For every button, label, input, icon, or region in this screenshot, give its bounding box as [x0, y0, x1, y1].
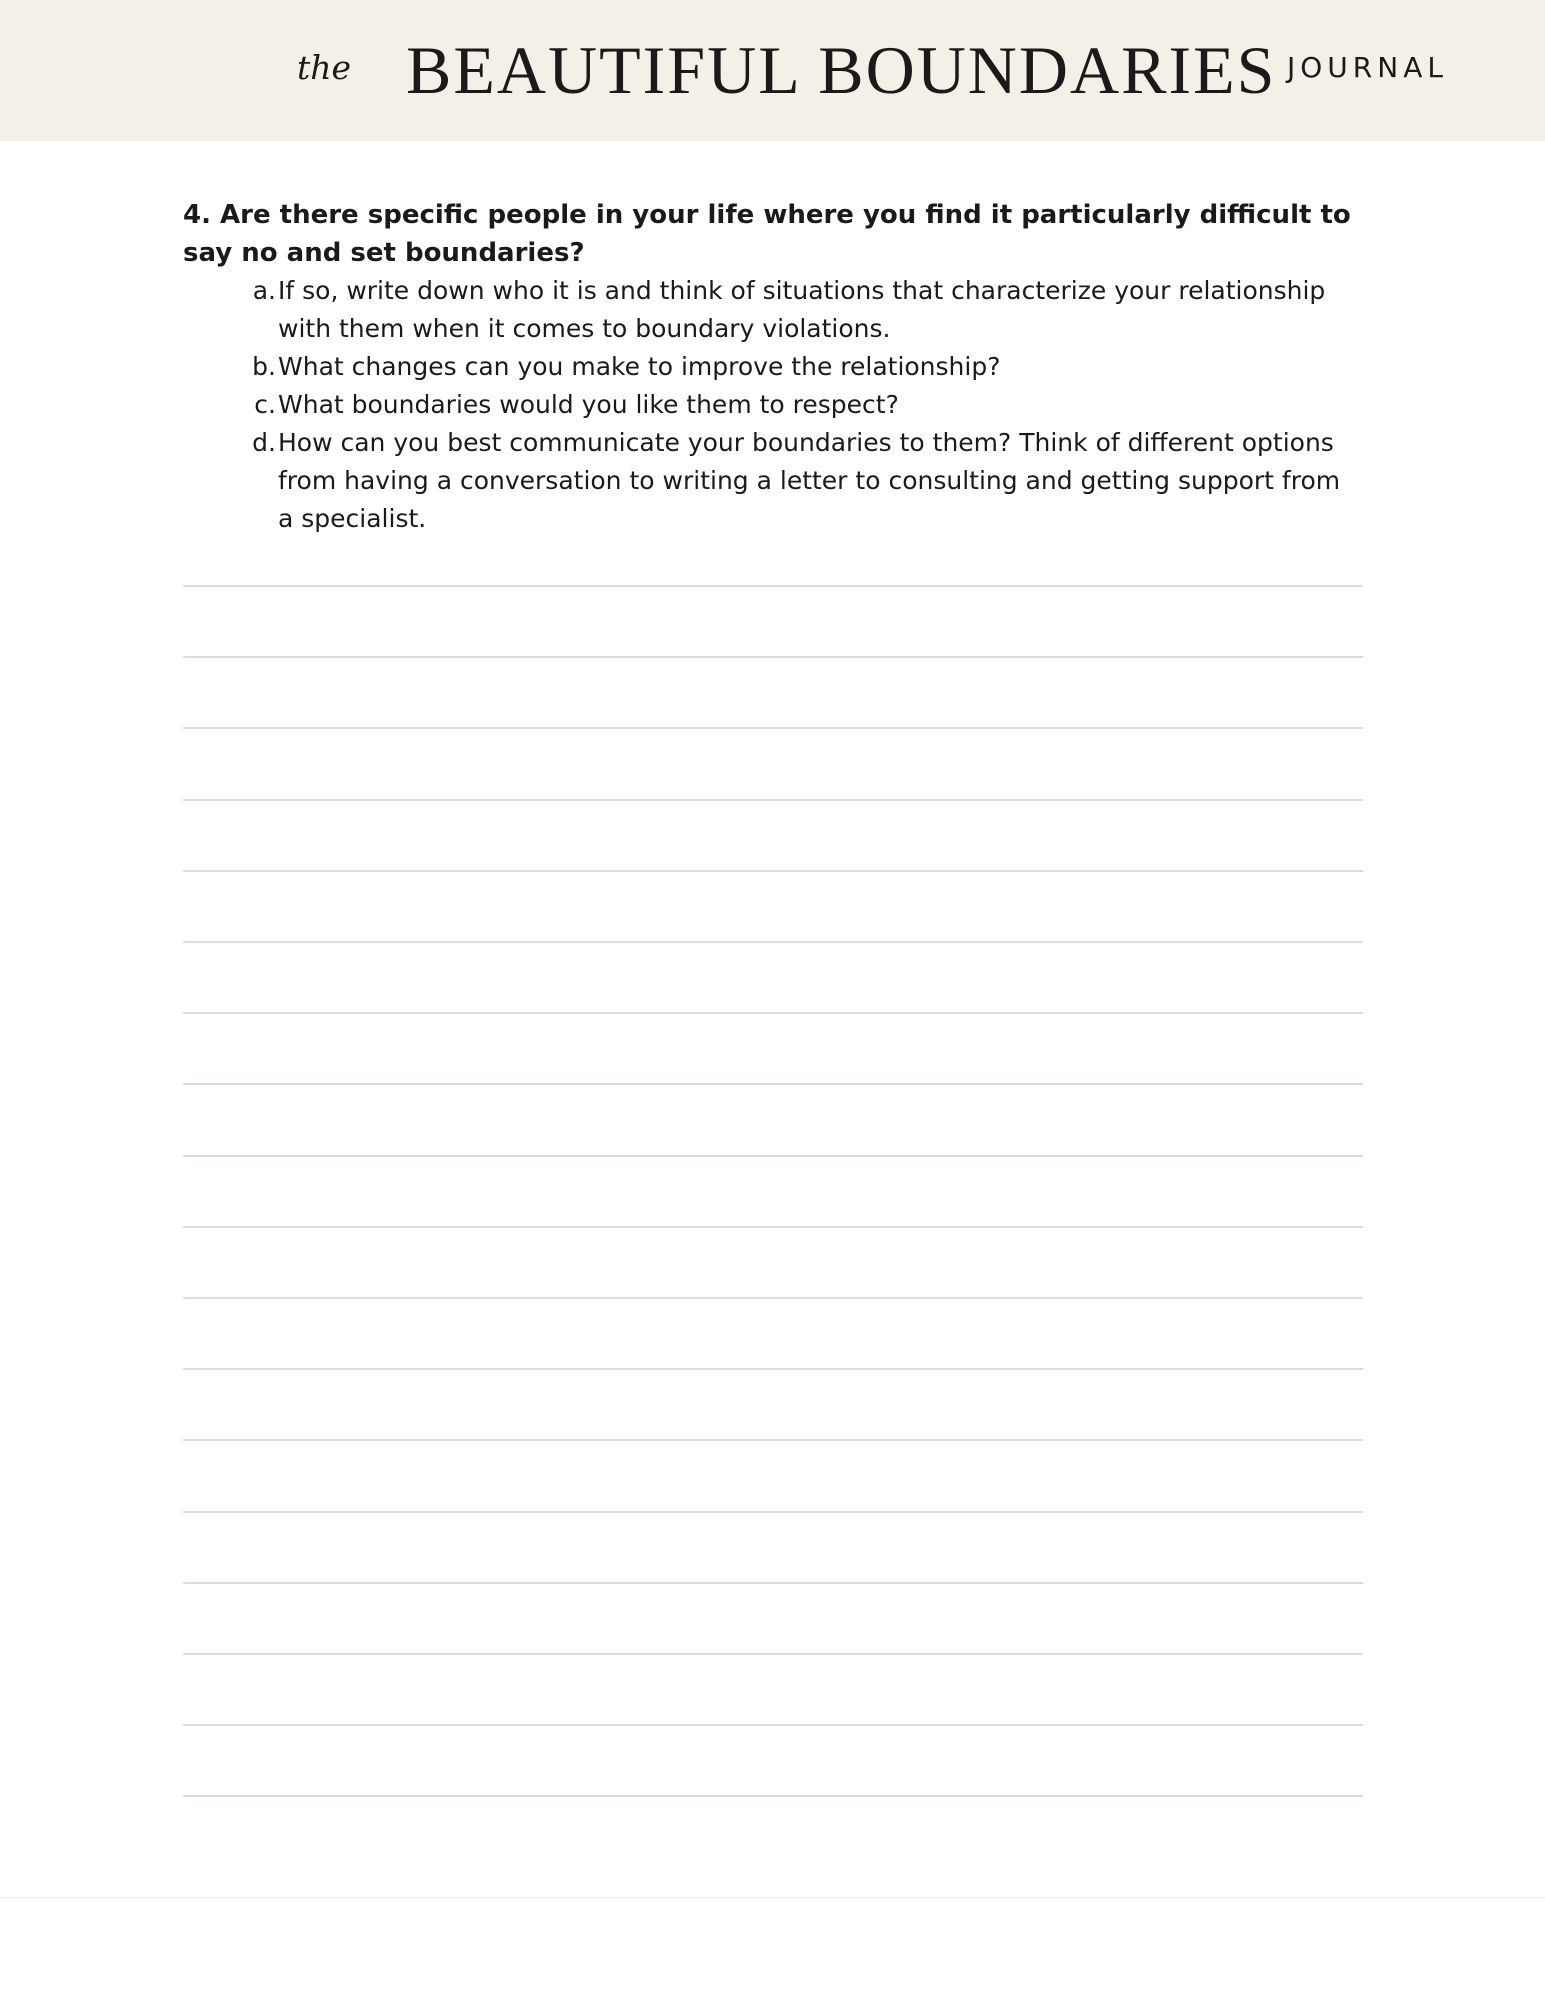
writing-line[interactable] — [183, 1653, 1363, 1655]
subquestion-marker: c. — [254, 390, 276, 419]
subquestion-item — [238, 386, 1358, 424]
writing-line[interactable] — [183, 1012, 1363, 1014]
writing-line[interactable] — [183, 1368, 1363, 1370]
question-heading: 4. Are there specific people in your life where you find it particularly difficult to say no and set boundaries? — [183, 200, 1351, 268]
footer-divider — [0, 1897, 1545, 1898]
writing-line[interactable] — [183, 1226, 1363, 1228]
subquestion-text: If so, write down who it is and think of situations that characterize your relationship with them when it comes to boundary violations. — [278, 276, 1326, 343]
writing-line[interactable] — [183, 727, 1363, 729]
writing-line[interactable] — [183, 799, 1363, 801]
writing-line[interactable] — [183, 1795, 1363, 1797]
subquestion-text: What changes can you make to improve the relationship? — [278, 352, 1001, 381]
writing-line[interactable] — [183, 1297, 1363, 1299]
brand-prefix: the — [297, 48, 352, 87]
subquestion-text: What boundaries would you like them to respect? — [278, 390, 899, 419]
writing-line[interactable] — [183, 1511, 1363, 1513]
subquestion-text: How can you best communicate your boundaries to them? Think of different options from having a conversation to writing a letter to consulting and getting support from a specialist. — [278, 428, 1341, 533]
journal-header — [0, 0, 1545, 141]
writing-line[interactable] — [183, 941, 1363, 943]
writing-line[interactable] — [183, 870, 1363, 872]
writing-line[interactable] — [183, 656, 1363, 658]
subquestion-list — [238, 272, 1358, 538]
writing-line[interactable] — [183, 1155, 1363, 1157]
subquestion-marker: d. — [252, 428, 276, 457]
subquestion-item — [238, 348, 1358, 386]
writing-line[interactable] — [183, 1439, 1363, 1441]
writing-line[interactable] — [183, 1582, 1363, 1584]
writing-line[interactable] — [183, 585, 1363, 587]
subquestion-marker: b. — [252, 352, 276, 381]
subquestion-marker: a. — [252, 276, 276, 305]
subquestion-item — [238, 272, 1358, 348]
writing-line[interactable] — [183, 1724, 1363, 1726]
brand-suffix: JOURNAL — [1287, 51, 1448, 84]
writing-line[interactable] — [183, 1083, 1363, 1085]
brand-title: BEAUTIFUL BOUNDARIES — [406, 32, 1277, 108]
subquestion-item — [238, 424, 1358, 538]
